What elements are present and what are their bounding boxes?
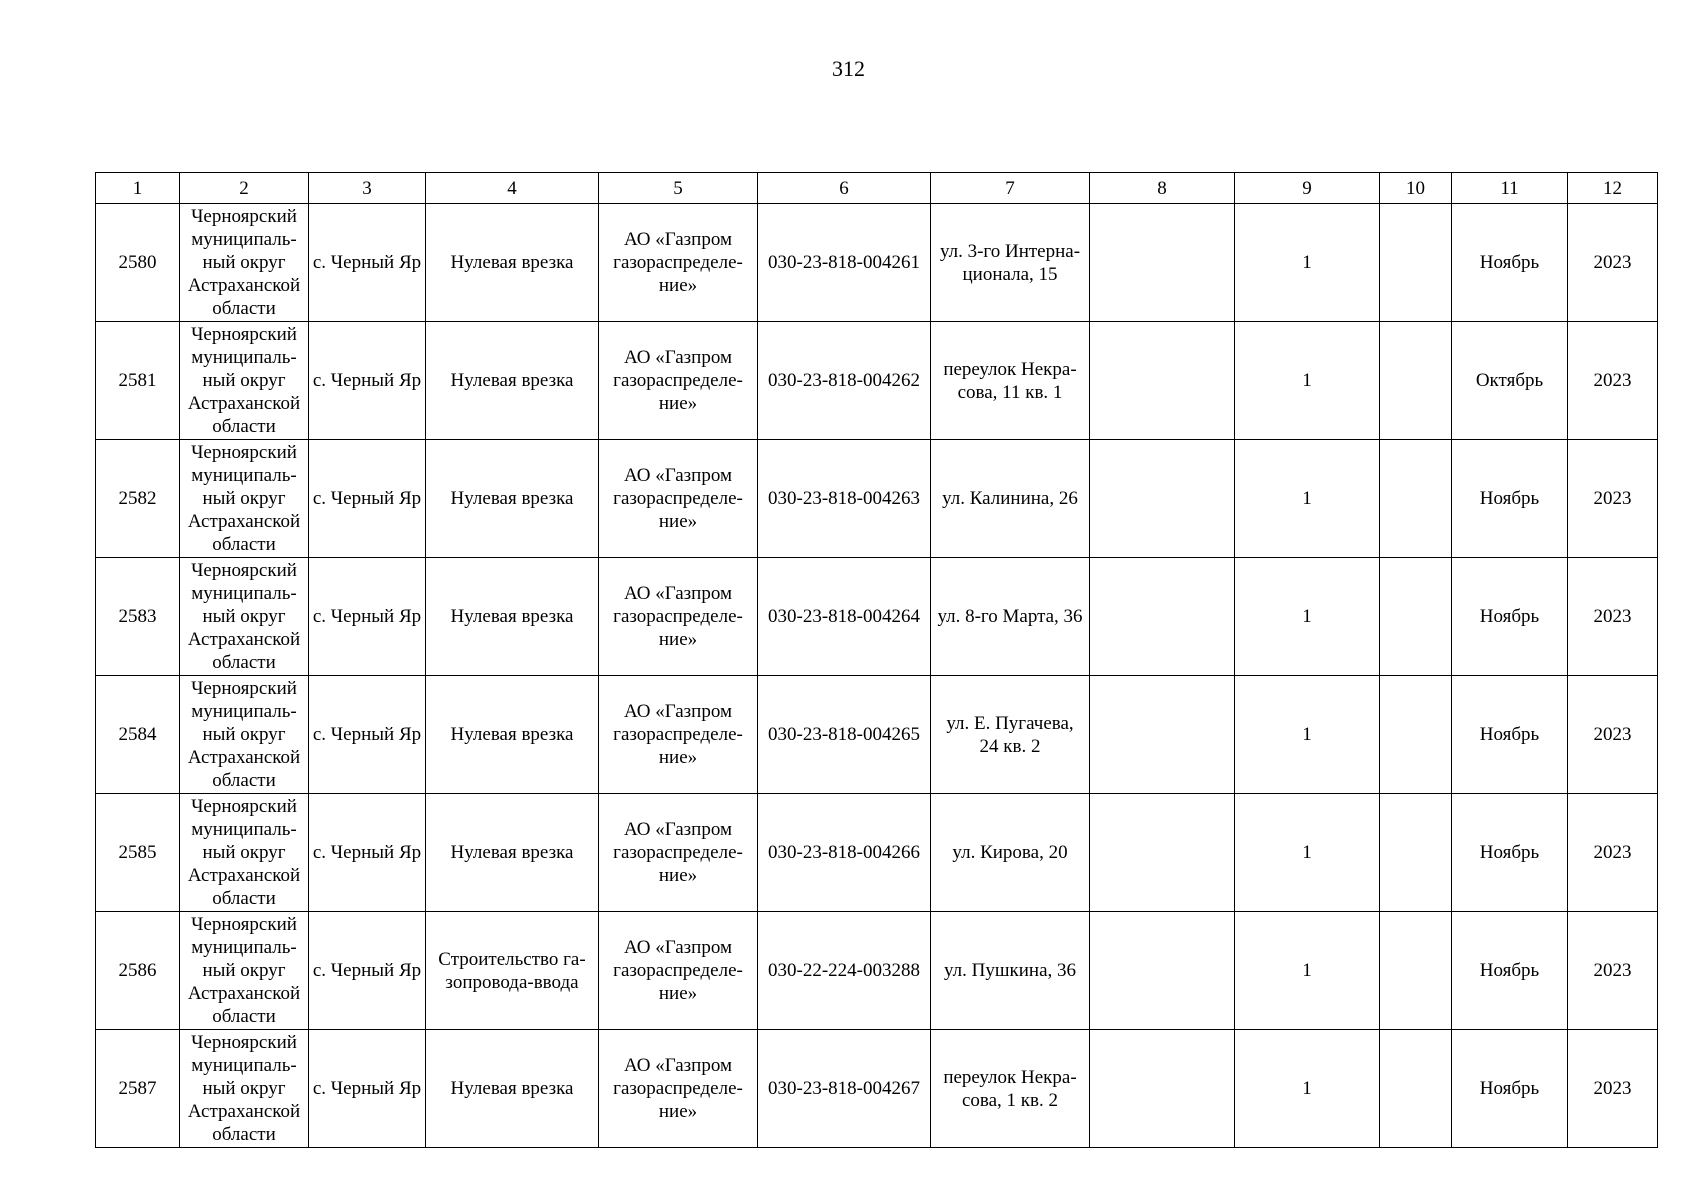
column-header: 12 [1568,173,1658,204]
row-number: 2580 [96,204,180,322]
month-cell: Ноябрь [1452,558,1568,676]
district-cell: Черноярский муниципаль- ный округ Астраханской области [180,1030,309,1148]
settlement-cell: с. Черный Яр [309,440,426,558]
month-cell: Октябрь [1452,322,1568,440]
col8-cell [1090,558,1235,676]
registry-table [95,172,1658,1148]
column-header: 10 [1380,173,1452,204]
settlement-cell: с. Черный Яр [309,558,426,676]
organization-cell: АО «Газпром газораспределе- ние» [599,322,758,440]
month-cell: Ноябрь [1452,912,1568,1030]
year-cell: 2023 [1568,912,1658,1030]
column-header: 9 [1235,173,1380,204]
column-header: 8 [1090,173,1235,204]
district-cell: Черноярский муниципаль- ный округ Астраханской области [180,322,309,440]
column-header: 11 [1452,173,1568,204]
code-cell: 030-23-818-004264 [758,558,931,676]
district-cell: Черноярский муниципаль- ный округ Астраханской области [180,912,309,1030]
column-header: 5 [599,173,758,204]
col8-cell [1090,204,1235,322]
row-number: 2583 [96,558,180,676]
district-cell: Черноярский муниципаль- ный округ Астраханской области [180,440,309,558]
col8-cell [1090,794,1235,912]
organization-cell: АО «Газпром газораспределе- ние» [599,912,758,1030]
month-cell: Ноябрь [1452,1030,1568,1148]
work-type-cell: Нулевая врезка [426,794,599,912]
count-cell: 1 [1235,558,1380,676]
year-cell: 2023 [1568,204,1658,322]
month-cell: Ноябрь [1452,794,1568,912]
code-cell: 030-23-818-004267 [758,1030,931,1148]
year-cell: 2023 [1568,1030,1658,1148]
work-type-cell: Нулевая врезка [426,322,599,440]
column-header: 1 [96,173,180,204]
column-header: 6 [758,173,931,204]
table-row [96,912,1658,1030]
col8-cell [1090,440,1235,558]
settlement-cell: с. Черный Яр [309,912,426,1030]
address-cell: ул. Калинина, 26 [931,440,1090,558]
code-cell: 030-23-818-004266 [758,794,931,912]
address-cell: ул. Е. Пугачева, 24 кв. 2 [931,676,1090,794]
address-cell: переулок Некра- сова, 1 кв. 2 [931,1030,1090,1148]
settlement-cell: с. Черный Яр [309,794,426,912]
col10-cell [1380,794,1452,912]
count-cell: 1 [1235,912,1380,1030]
count-cell: 1 [1235,676,1380,794]
table-header [96,173,1658,204]
row-number: 2584 [96,676,180,794]
table-row [96,676,1658,794]
col10-cell [1380,204,1452,322]
code-cell: 030-23-818-004261 [758,204,931,322]
year-cell: 2023 [1568,558,1658,676]
code-cell: 030-23-818-004263 [758,440,931,558]
table-row [96,1030,1658,1148]
col10-cell [1380,912,1452,1030]
address-cell: ул. 3-го Интерна- ционала, 15 [931,204,1090,322]
settlement-cell: с. Черный Яр [309,1030,426,1148]
address-cell: ул. Кирова, 20 [931,794,1090,912]
work-type-cell: Строительство га- зопровода-ввода [426,912,599,1030]
count-cell: 1 [1235,794,1380,912]
col10-cell [1380,558,1452,676]
organization-cell: АО «Газпром газораспределе- ние» [599,204,758,322]
col8-cell [1090,676,1235,794]
count-cell: 1 [1235,440,1380,558]
district-cell: Черноярский муниципаль- ный округ Астраханской области [180,676,309,794]
district-cell: Черноярский муниципаль- ный округ Астраханской области [180,204,309,322]
col10-cell [1380,1030,1452,1148]
row-number: 2586 [96,912,180,1030]
month-cell: Ноябрь [1452,676,1568,794]
col8-cell [1090,322,1235,440]
count-cell: 1 [1235,322,1380,440]
row-number: 2585 [96,794,180,912]
count-cell: 1 [1235,204,1380,322]
code-cell: 030-22-224-003288 [758,912,931,1030]
column-header: 4 [426,173,599,204]
settlement-cell: с. Черный Яр [309,204,426,322]
table-row [96,440,1658,558]
table-row [96,558,1658,676]
code-cell: 030-23-818-004262 [758,322,931,440]
work-type-cell: Нулевая врезка [426,1030,599,1148]
col8-cell [1090,1030,1235,1148]
row-number: 2581 [96,322,180,440]
settlement-cell: с. Черный Яр [309,322,426,440]
month-cell: Ноябрь [1452,440,1568,558]
table-row [96,794,1658,912]
organization-cell: АО «Газпром газораспределе- ние» [599,676,758,794]
month-cell: Ноябрь [1452,204,1568,322]
col10-cell [1380,676,1452,794]
col10-cell [1380,322,1452,440]
organization-cell: АО «Газпром газораспределе- ние» [599,558,758,676]
district-cell: Черноярский муниципаль- ный округ Астраханской области [180,794,309,912]
address-cell: ул. 8-го Марта, 36 [931,558,1090,676]
table-row [96,322,1658,440]
code-cell: 030-23-818-004265 [758,676,931,794]
row-number: 2582 [96,440,180,558]
col8-cell [1090,912,1235,1030]
work-type-cell: Нулевая врезка [426,558,599,676]
organization-cell: АО «Газпром газораспределе- ние» [599,794,758,912]
work-type-cell: Нулевая врезка [426,204,599,322]
count-cell: 1 [1235,1030,1380,1148]
column-header: 7 [931,173,1090,204]
page-number: 312 [832,56,865,81]
organization-cell: АО «Газпром газораспределе- ние» [599,440,758,558]
address-cell: переулок Некра- сова, 11 кв. 1 [931,322,1090,440]
column-header: 3 [309,173,426,204]
year-cell: 2023 [1568,322,1658,440]
organization-cell: АО «Газпром газораспределе- ние» [599,1030,758,1148]
column-header: 2 [180,173,309,204]
year-cell: 2023 [1568,676,1658,794]
work-type-cell: Нулевая врезка [426,440,599,558]
year-cell: 2023 [1568,794,1658,912]
settlement-cell: с. Черный Яр [309,676,426,794]
district-cell: Черноярский муниципаль- ный округ Астраханской области [180,558,309,676]
address-cell: ул. Пушкина, 36 [931,912,1090,1030]
work-type-cell: Нулевая врезка [426,676,599,794]
col10-cell [1380,440,1452,558]
table-row [96,204,1658,322]
header-row [96,173,1658,204]
table-body [96,204,1658,1148]
row-number: 2587 [96,1030,180,1148]
year-cell: 2023 [1568,440,1658,558]
